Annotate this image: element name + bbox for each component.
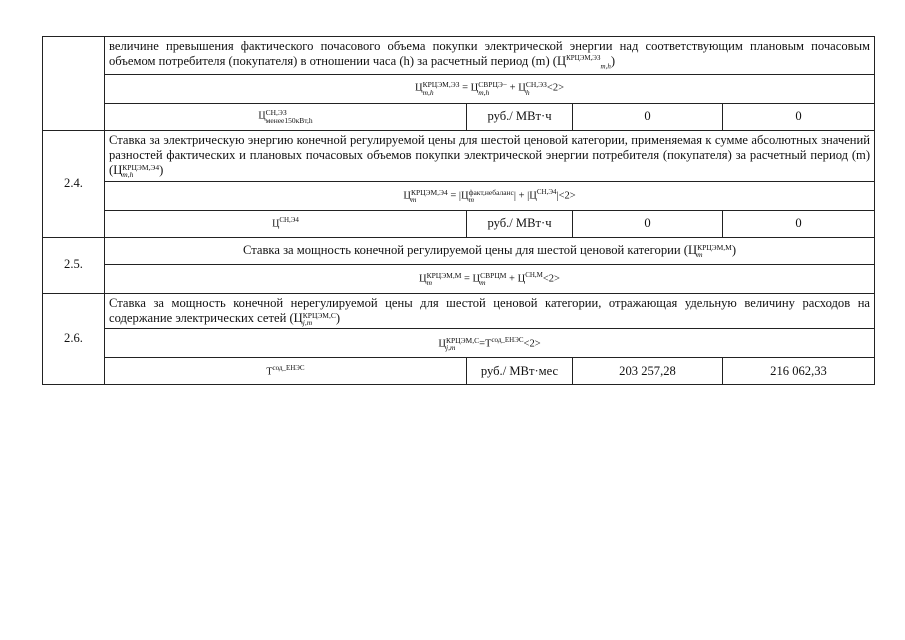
formula-cell: Ц КРЦЭМ,Э4 m = |Ц факт,небаланс m | + $|Ц^{СН,Э4}|<2>$ [105,181,875,210]
unit-cell: руб./ МВт·ч [467,103,573,130]
tariff-table [42,36,875,385]
table-row [43,264,875,293]
footnote-ref: <2> [523,338,541,350]
description-text: величине превышения фактического почасового объема покупки электрической энергии над соответствующим плановым почасовым объемом потребителя (покупателя) в отношении часа (h) за расчетный период (m) [109,39,871,69]
table-row [43,237,875,264]
table-row [43,74,875,103]
unit-cell: руб./ МВт·ч [467,210,573,237]
description-cell: величине превышения фактического почасового объема покупки электрической энергии над соответствующим плановым почасовым объемом потребителя (покупателя) в отношении часа (h) за расчетный период (m) $(Ц^{КРЦЭМ,ЭЗ}_{m,h})$ [105,37,875,75]
symbol-superscript: СН,Э4 [279,216,299,225]
table-row [43,329,875,358]
table-row [43,293,875,329]
description-cell: Ставка за электрическую энергию конечной регулируемой цены для шестой ценовой категории, применяемая к сумме абсолютных значений разностей фактических и плановых почасовых объемов покупки электрической энергии потребителя (покупателя) за расчетный период (m) (Ц КРЦЭМ,Э4 m,h ) [105,130,875,181]
symbol-text: Ц [272,218,280,230]
value-cell: 216 062,33 [723,358,875,385]
table-row [43,181,875,210]
description-text: Ставка за мощность конечной нерегулируемой цены для шестой ценовой категории, отражающая удельную величину расходов на содержание электрических сетей [109,295,871,326]
description-text: Ставка за электрическую энергию конечной регулируемой цены для шестой ценовой категории, применяемая к сумме абсолютных значений разностей фактических и плановых почасовых объемов покупки электрической энергии потребителя (покупателя) за расчетный период (m) [109,132,871,162]
footnote-ref: <2> [558,190,576,202]
number-cell: 2.4. [43,130,105,237]
value-cell: 0 [573,103,723,130]
table-row [43,37,875,75]
description-text: Ставка за мощность конечной регулируемой цены для шестой ценовой категории [242,242,681,257]
unit-cell: руб./ МВт·мес [467,358,573,385]
footnote-ref: <2> [546,82,564,94]
symbol-cell [105,210,467,237]
symbol-text: Ц [258,110,266,122]
formula-cell: Ц КРЦЭМ,М m = Ц СВРЦМ m + $Ц^{СН,М}<2>$ [105,264,875,293]
footnote-ref: <2> [542,273,560,285]
table-row [43,103,875,130]
number-cell: 2.5. [43,237,105,293]
table-row [43,130,875,181]
value-cell: 203 257,28 [573,358,723,385]
description-cell: Ставка за мощность конечной регулируемой цены для шестой ценовой категории (Ц КРЦЭМ,М m ) [105,237,875,264]
symbol-subscript: менее150кВт,h [265,115,313,125]
number-cell [43,37,105,131]
symbol-superscript: сод_ЕНЭС [272,364,305,373]
table-row [43,210,875,237]
table-row [43,358,875,385]
value-cell: 0 [723,210,875,237]
formula-cell: Ц КРЦЭМ,С j,m $=Т^{сод\_ЕНЭС}<2>$ [105,329,875,358]
symbol-superscript: СН,ЭЗ [265,108,287,118]
symbol-text: Т [266,366,273,378]
symbol-cell [105,103,467,130]
value-cell: 0 [723,103,875,130]
symbol-cell [105,358,467,385]
value-cell: 0 [573,210,723,237]
description-cell: Ставка за мощность конечной нерегулируемой цены для шестой ценовой категории, отражающая удельную величину расходов на содержание электрических сетей (Ц КРЦЭМ,С j,m ) [105,293,875,329]
number-cell: 2.6. [43,293,105,385]
formula-cell: Ц КРЦЭМ,ЭЗ m,h = Ц СВРЦЭ− m,h + Ц СН,ЭЗ h <2> [105,74,875,103]
